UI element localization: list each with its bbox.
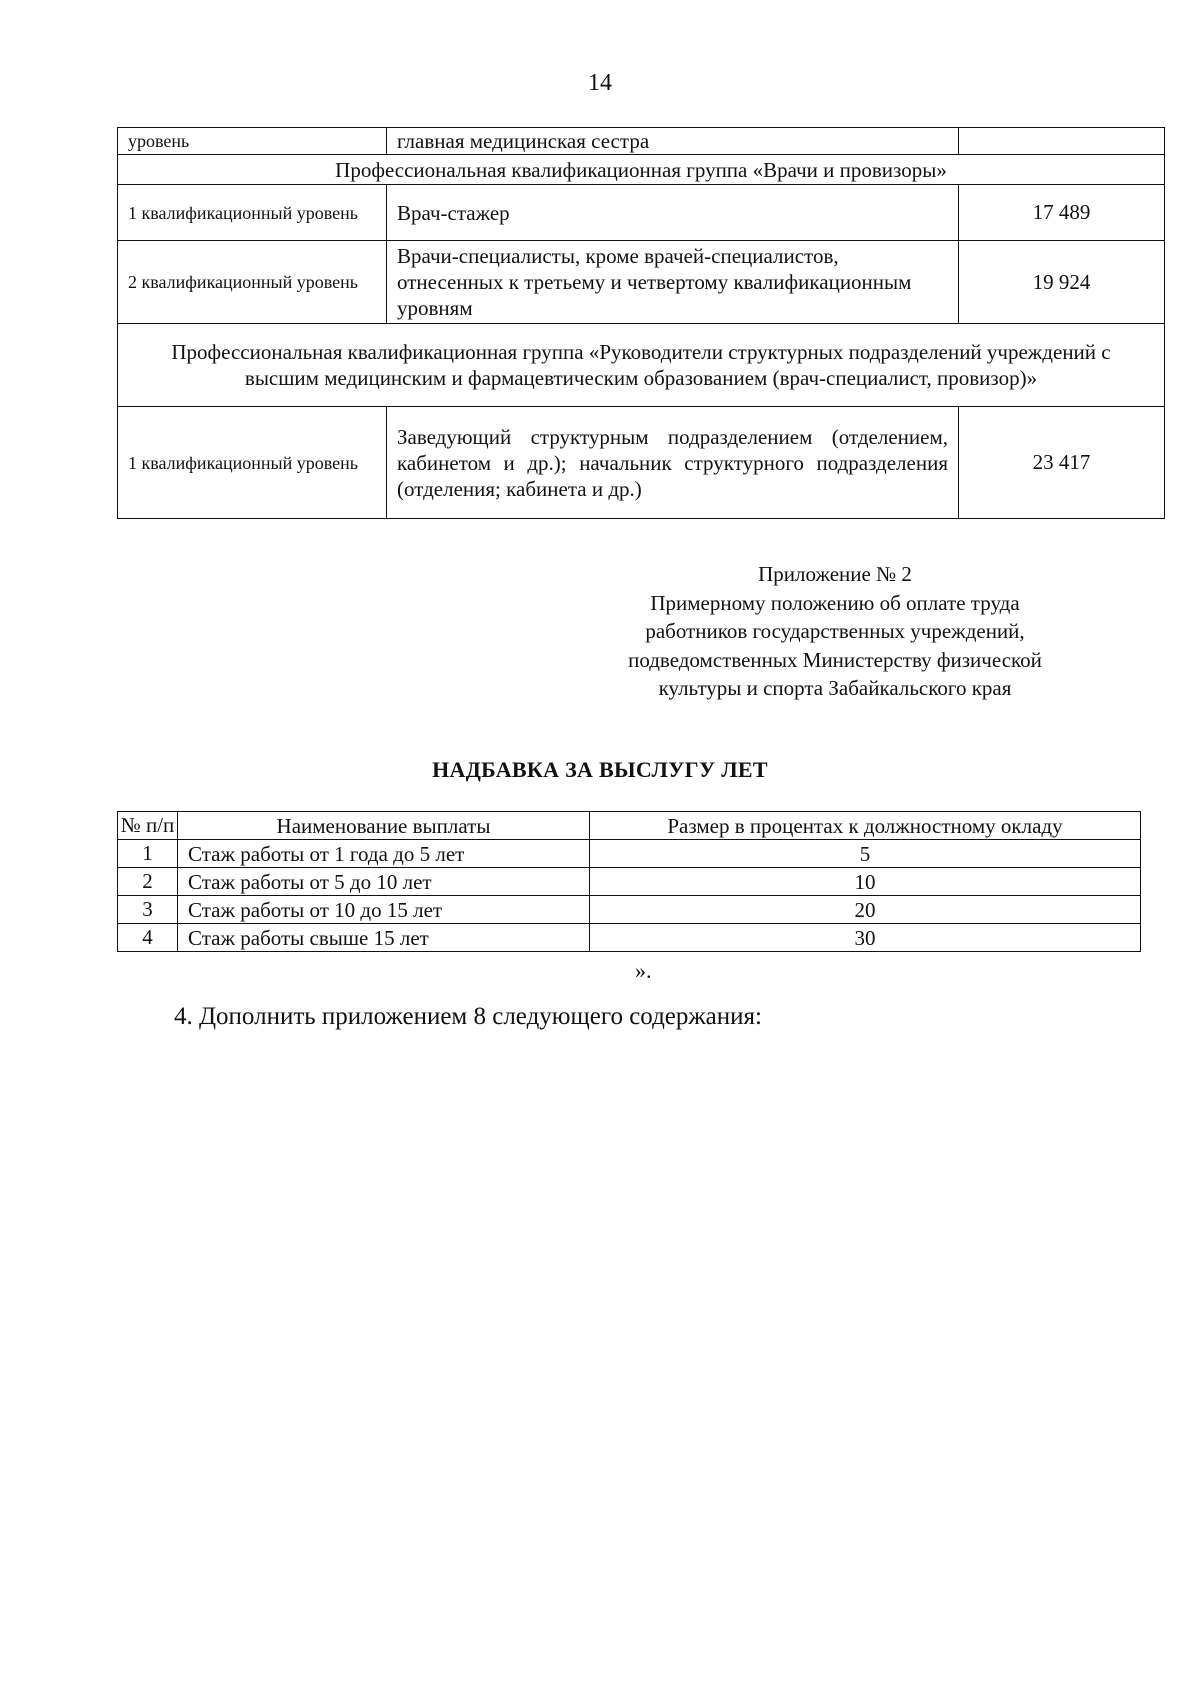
table-row — [118, 924, 1141, 952]
page-number: 14 — [588, 70, 612, 96]
table-row — [118, 185, 1165, 241]
column-header-size: Размер в процентах к должностному окладу — [590, 812, 1141, 840]
group-header-row — [118, 155, 1165, 185]
position-cell: Заведующий структурным подразделением (отделением, кабинетом и др.); начальник структурного подразделения (отделения; кабинета и др.) — [387, 407, 959, 519]
closing-quote: ». — [635, 958, 652, 983]
row-number: 3 — [118, 896, 178, 924]
payment-percent: 10 — [590, 868, 1141, 896]
salary-cell: 19 924 — [959, 241, 1165, 324]
appendix-note-line: Примерному положению об оплате труда — [650, 590, 1020, 615]
table-row — [118, 241, 1165, 324]
table-row — [118, 868, 1141, 896]
payment-name: Стаж работы свыше 15 лет — [178, 924, 590, 952]
payment-name: Стаж работы от 1 года до 5 лет — [178, 840, 590, 868]
qualification-level-cell: 1 квалификационный уровень — [118, 407, 387, 519]
table-row — [118, 840, 1141, 868]
payment-name: Стаж работы от 5 до 10 лет — [178, 868, 590, 896]
position-cell: Врачи-специалисты, кроме врачей-специалистов, отнесенных к третьему и четвертому квалификационным уровням — [387, 241, 959, 324]
payment-name: Стаж работы от 10 до 15 лет — [178, 896, 590, 924]
table-row — [118, 896, 1141, 924]
bonus-table — [117, 811, 1141, 952]
appendix-note-line: культуры и спорта Забайкальского края — [658, 676, 1012, 700]
payment-percent: 20 — [590, 896, 1141, 924]
group-header: Профессиональная квалификационная группа «Врачи и провизоры» — [118, 155, 1165, 185]
appendix-note — [600, 560, 1070, 703]
group-header-row — [118, 324, 1165, 407]
salary-cell: 23 417 — [959, 407, 1165, 519]
qualification-level-cell: 2 квалификационный уровень — [118, 241, 387, 324]
salary-cell: 17 489 — [959, 185, 1165, 241]
position-cell: главная медицинская сестра — [387, 128, 959, 155]
salary-table — [117, 127, 1165, 519]
appendix-note-line: работников государственных учреждений, — [645, 619, 1025, 643]
row-number: 1 — [118, 840, 178, 868]
group-header: Профессиональная квалификационная группа «Руководители структурных подразделений учреждений с высшим медицинским и фармацевтическим образованием (врач-специалист, провизор)» — [118, 324, 1165, 407]
column-header-num: № п/п — [118, 812, 178, 840]
payment-percent: 5 — [590, 840, 1141, 868]
paragraph-4: 4. Дополнить приложением 8 следующего содержания: — [174, 1003, 762, 1030]
salary-cell — [959, 128, 1165, 155]
appendix-note-line: Приложение № 2 — [758, 562, 912, 586]
table-header-row — [118, 812, 1141, 840]
position-cell: Врач-стажер — [387, 185, 959, 241]
table-row — [118, 407, 1165, 519]
section-title: НАДБАВКА ЗА ВЫСЛУГУ ЛЕТ — [432, 757, 768, 782]
payment-percent: 30 — [590, 924, 1141, 952]
table-row — [118, 128, 1165, 155]
row-number: 2 — [118, 868, 178, 896]
qualification-level-cell: 1 квалификационный уровень — [118, 185, 387, 241]
appendix-note-line: подведомственных Министерству физической — [628, 647, 1042, 672]
row-number: 4 — [118, 924, 178, 952]
column-header-name: Наименование выплаты — [178, 812, 590, 840]
qualification-level-cell: уровень — [118, 128, 387, 155]
